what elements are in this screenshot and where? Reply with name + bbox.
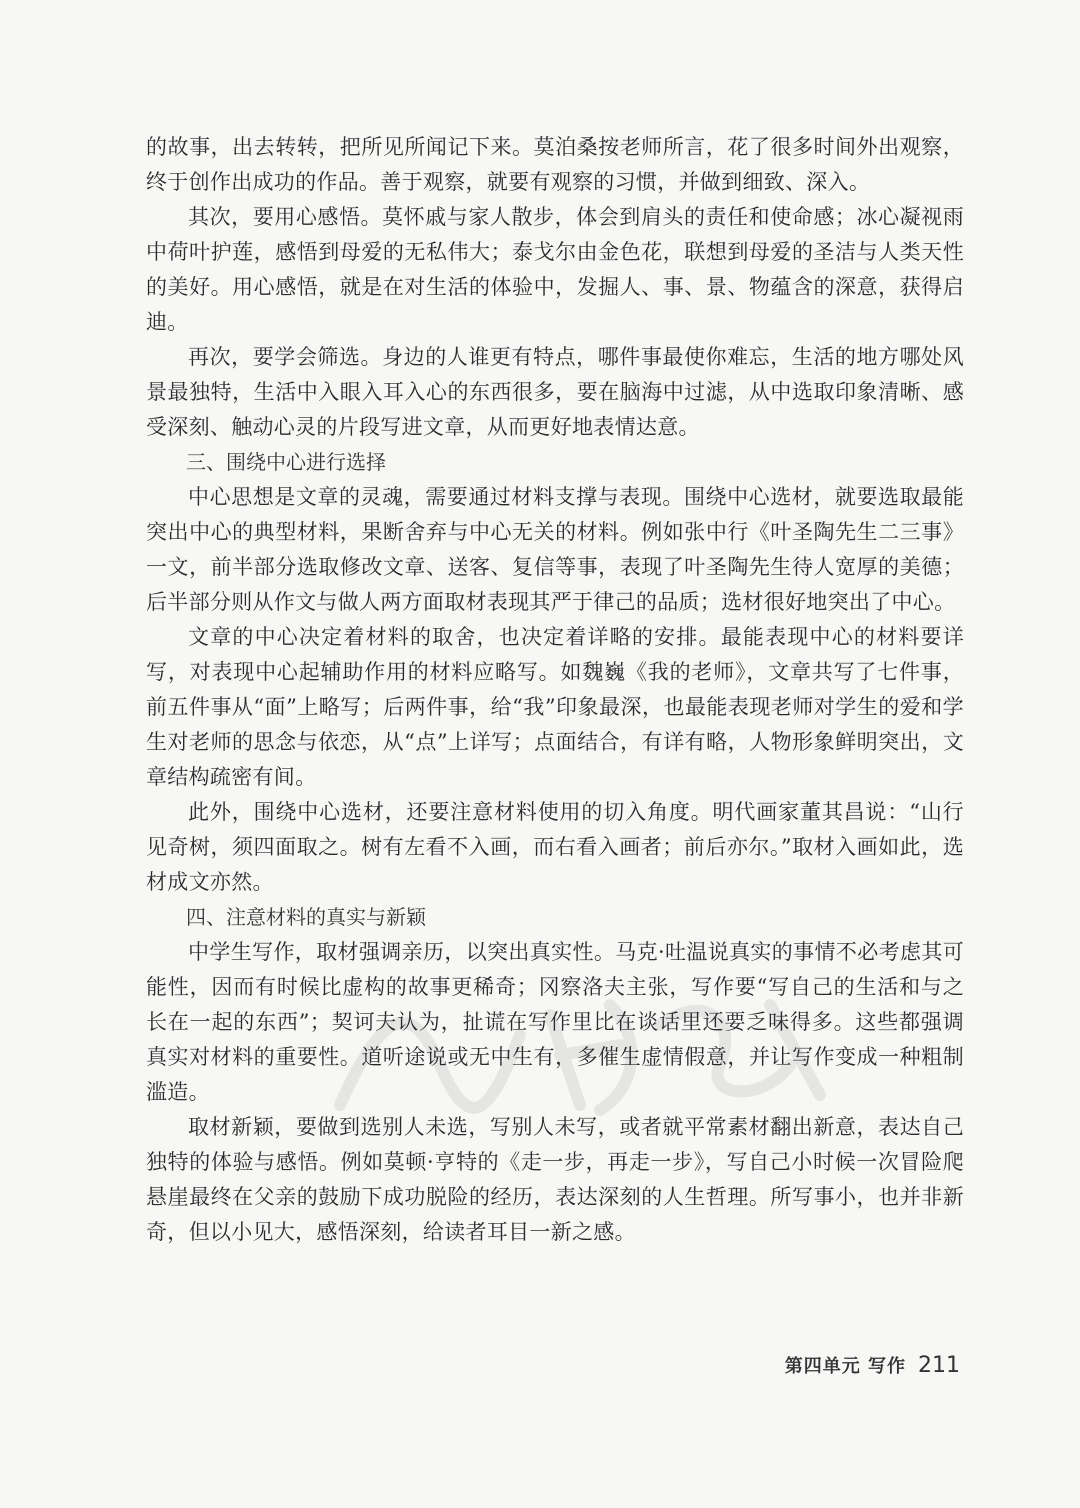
section-heading: 四、注意材料的真实与新颖: [186, 905, 426, 929]
paragraph: 其次，要用心感悟。莫怀戚与家人散步，体会到肩头的责任和使命感；冰心凝视雨中荷叶护莲，感悟到母爱的无私伟大；泰戈尔由金色花，联想到母爱的圣洁与人类天性的美好。用心感悟，就是在对生活的体验中，发掘人、事、景、物蕴含的深意，获得启迪。: [146, 205, 964, 334]
paragraph: 中学生写作，取材强调亲历，以突出真实性。马克·吐温说真实的事情不必考虑其可能性，因而有时候比虚构的故事更稀奇；冈察洛夫主张，写作要“写自己的生活和与之长在一起的东西”；契诃夫认为，扯谎在写作里比在谈话里还要乏味得多。这些都强调真实对材料的重要性。道听途说或无中生有，多催生虚情假意，并让写作变成一种粗制滥造。: [146, 940, 964, 1104]
body-text: [146, 130, 964, 1250]
page-number: 211: [918, 1353, 960, 1378]
paragraph: 此外，围绕中心选材，还要注意材料使用的切入角度。明代画家董其昌说：“山行见奇树，须四面取之。树有左看不入画，而右看入画者；前后亦尔。”取材入画如此，选材成文亦然。: [146, 800, 964, 894]
paragraph: 再次，要学会筛选。身边的人谁更有特点，哪件事最使你难忘，生活的地方哪处风景最独特，生活中入眼入耳入心的东西很多，要在脑海中过滤，从中选取印象清晰、感受深刻、触动心灵的片段写进文章，从而更好地表情达意。: [146, 345, 964, 439]
section-heading: 三、围绕中心进行选择: [186, 450, 386, 474]
paragraph: 取材新颖，要做到选别人未选，写别人未写，或者就平常素材翻出新意，表达自己独特的体验与感悟。例如莫顿·亨特的《走一步，再走一步》，写自己小时候一次冒险爬悬崖最终在父亲的鼓励下成功脱险的经历，表达深刻的人生哲理。所写事小，也并非新奇，但以小见大，感悟深刻，给读者耳目一新之感。: [146, 1115, 964, 1244]
paragraph: 的故事，出去转转，把所见所闻记下来。莫泊桑按老师所言，花了很多时间外出观察，终于创作出成功的作品。善于观察，就要有观察的习惯，并做到细致、深入。: [146, 135, 964, 194]
page-footer: [785, 1352, 960, 1378]
paragraph: 中心思想是文章的灵魂，需要通过材料支撑与表现。围绕中心选材，就要选取最能突出中心的典型材料，果断舍弃与中心无关的材料。例如张中行《叶圣陶先生二三事》一文，前半部分选取修改文章、送客、复信等事，表现了叶圣陶先生待人宽厚的美德；后半部分则从作文与做人两方面取材表现其严于律己的品质；选材很好地突出了中心。: [146, 485, 964, 614]
paragraph: 文章的中心决定着材料的取舍，也决定着详略的安排。最能表现中心的材料要详写，对表现中心起辅助作用的材料应略写。如魏巍《我的老师》，文章共写了七件事，前五件事从“面”上略写；后两件事，给“我”印象最深，也最能表现老师对学生的爱和学生对老师的思念与依恋，从“点”上详写；点面结合，有详有略，人物形象鲜明突出，文章结构疏密有间。: [146, 625, 964, 789]
unit-label: 第四单元 写作: [784, 1356, 906, 1377]
